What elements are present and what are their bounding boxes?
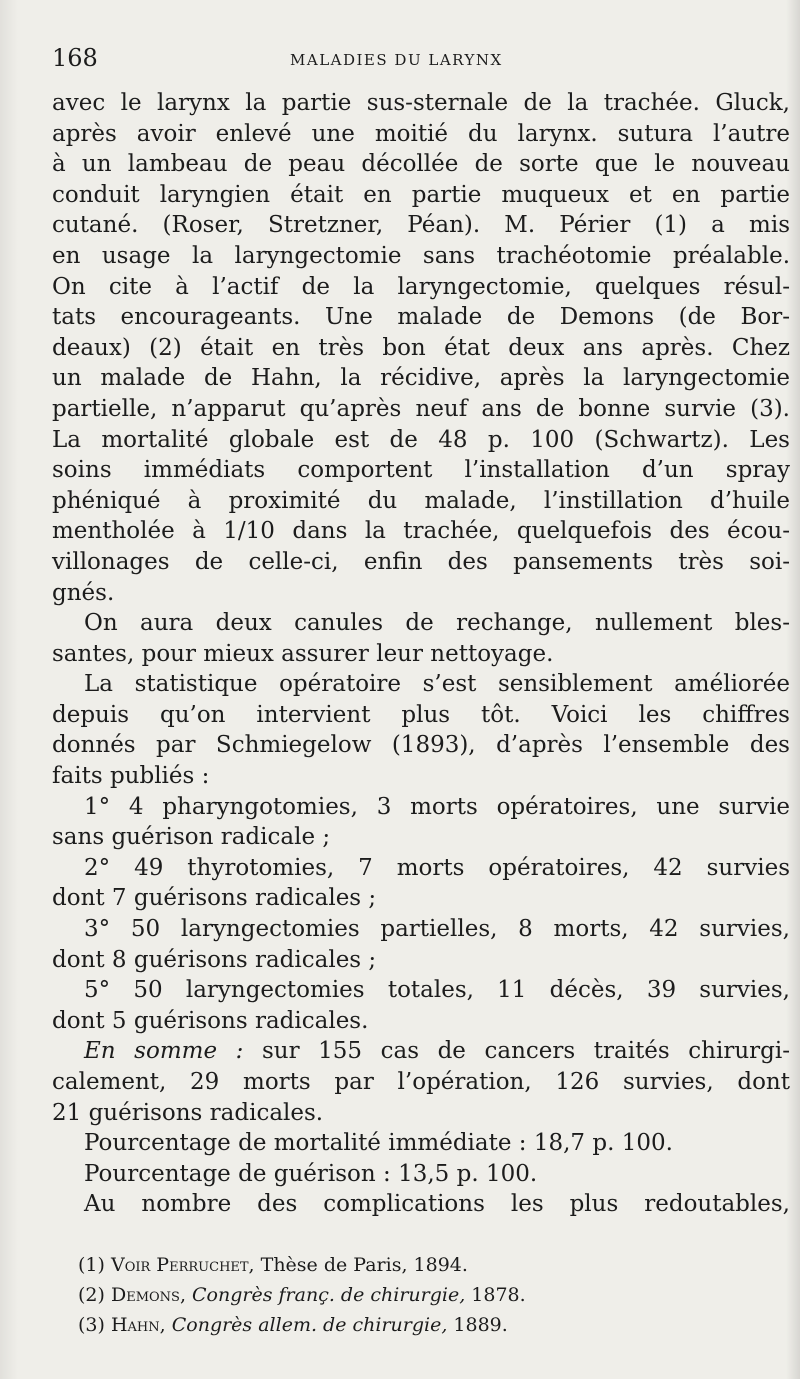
page-header bbox=[52, 40, 792, 76]
text-line: mentholée à 1/10 dans la trachée, quelquefois des écou- bbox=[52, 518, 790, 545]
text-line: Pourcentage de guérison : 13,5 p. 100. bbox=[84, 1160, 538, 1187]
text-line: gnés. bbox=[52, 579, 115, 606]
footnote-year: 1878. bbox=[465, 1284, 526, 1306]
text-line-en-somme bbox=[52, 1036, 790, 1067]
text-line: Pourcentage de mortalité immédiate : 18,7 p. 100. bbox=[84, 1130, 673, 1157]
text-line: 21 guérisons radicales. bbox=[52, 1099, 324, 1126]
text-line: calement, 29 morts par l’opération, 126 survies, dont bbox=[52, 1069, 790, 1095]
body-text bbox=[52, 88, 790, 1220]
text-line: après avoir enlevé une moitié du larynx. sutura l’autre bbox=[52, 120, 790, 147]
running-head: MALADIES DU LARYNX bbox=[290, 51, 503, 69]
footnote-work: Congrès allem. de chirurgie, bbox=[165, 1314, 448, 1336]
text-line: La mortalité globale est de 48 p. 100 (Schwartz). Les bbox=[52, 426, 790, 453]
text-line: phéniqué à proximité du malade, l’instillation d’huile bbox=[52, 487, 790, 514]
text-line: tats encourageants. Une malade de Demons (de Bor- bbox=[52, 304, 790, 331]
footnotes bbox=[78, 1250, 778, 1340]
footnote-number: (2) bbox=[78, 1284, 105, 1306]
text-line: santes, pour mieux assurer leur nettoyage. bbox=[52, 640, 554, 667]
lead-rest: sur 155 cas de cancers traités chirurgi- bbox=[243, 1038, 790, 1065]
text-line: villonages de celle-ci, enfin des pansements très soi- bbox=[52, 548, 790, 575]
text-line: 2° 49 thyrotomies, 7 morts opératoires, 42 survies bbox=[84, 854, 790, 881]
text-line: Au nombre des complications les plus redoutables, bbox=[84, 1191, 790, 1218]
text-line: dont 5 guérisons radicales. bbox=[52, 1007, 369, 1034]
footnote-2 bbox=[78, 1280, 778, 1310]
text-line: soins immédiats comportent l’installation d’un spray bbox=[52, 457, 790, 484]
text-line: deaux) (2) était en très bon état deux ans après. Chez bbox=[52, 334, 790, 361]
page-number: 168 bbox=[52, 44, 98, 72]
text-line: à un lambeau de peau décollée de sorte que le nouveau bbox=[52, 151, 790, 178]
text-line: faits publiés : bbox=[52, 763, 210, 790]
text-line: cutané. (Roser, Stretzner, Péan). M. Périer (1) a mis bbox=[52, 212, 790, 239]
text-line: depuis qu’on intervient plus tôt. Voici les chiffres bbox=[52, 701, 790, 728]
italic-lead: En somme : bbox=[84, 1038, 244, 1065]
text-line: 5° 50 laryngectomies totales, 11 décès, 39 survies, bbox=[84, 977, 790, 1004]
footnote-author: Demons, bbox=[110, 1284, 186, 1306]
text-line: partielle, n’apparut qu’après neuf ans de bonne survie (3). bbox=[52, 395, 790, 422]
text-line: conduit laryngien était en partie muqueux et en partie bbox=[52, 181, 790, 208]
text-line: 1° 4 pharyngotomies, 3 morts opératoires, une survie bbox=[84, 793, 790, 820]
footnote-work: Congrès franç. de chirurgie, bbox=[185, 1284, 466, 1306]
text-line: sans guérison radicale ; bbox=[52, 824, 331, 851]
footnote-number: (3) bbox=[78, 1314, 105, 1336]
text-line: La statistique opératoire s’est sensiblement améliorée bbox=[84, 671, 790, 698]
footnote-work: Thèse de Paris, 1894. bbox=[254, 1254, 468, 1276]
text-line: dont 8 guérisons radicales ; bbox=[52, 946, 377, 973]
footnote-author: Hahn, bbox=[110, 1314, 166, 1336]
text-line: 3° 50 laryngectomies partielles, 8 morts, 42 survies, bbox=[84, 916, 790, 943]
text-line: en usage la laryngectomie sans trachéotomie préalable. bbox=[52, 242, 790, 269]
footnote-number: (1) bbox=[78, 1254, 105, 1276]
footnote-author: Voir Perruchet, bbox=[110, 1254, 255, 1276]
footnote-1 bbox=[78, 1250, 778, 1280]
text-line: un malade de Hahn, la récidive, après la laryngectomie bbox=[52, 365, 790, 392]
text-line: avec le larynx la partie sus-sternale de la trachée. Gluck, bbox=[52, 90, 790, 116]
text-line: donnés par Schmiegelow (1893), d’après l’ensemble des bbox=[52, 732, 790, 759]
text-line: On cite à l’actif de la laryngectomie, quelques résul- bbox=[52, 273, 790, 300]
footnote-3 bbox=[78, 1310, 778, 1340]
footnote-year: 1889. bbox=[447, 1314, 508, 1336]
text-line: dont 7 guérisons radicales ; bbox=[52, 885, 377, 912]
text-line: On aura deux canules de rechange, nullement bles- bbox=[84, 610, 790, 637]
